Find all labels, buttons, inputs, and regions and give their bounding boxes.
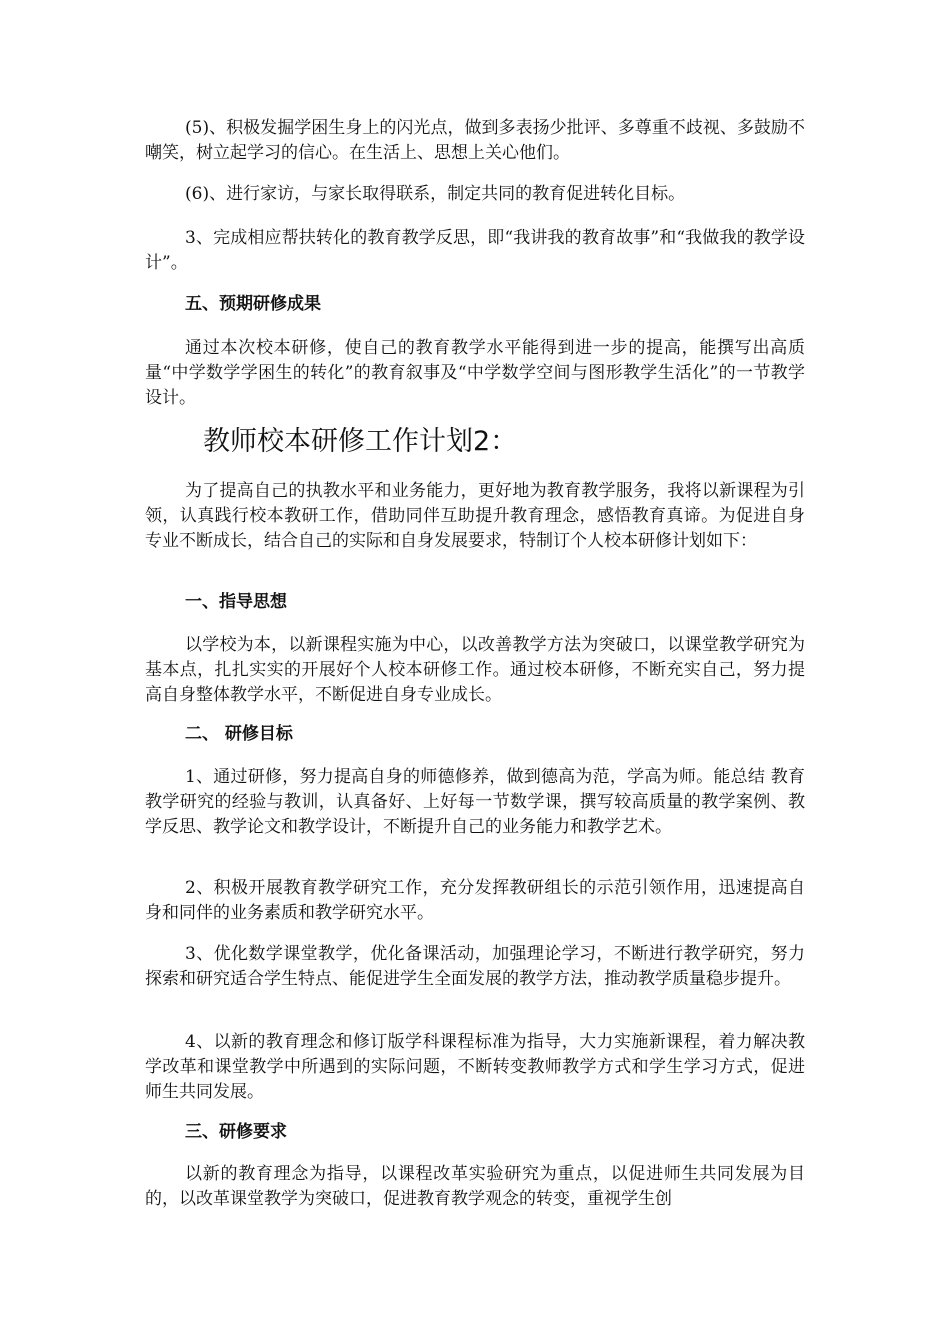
heading-research-goals: 二、 研修目标	[185, 724, 293, 744]
paragraph-goal-1: 1、通过研修，努力提高自身的师德修养，做到德高为范，学高为师。能总结 教育教学研究的经验与教训，认真备好、上好每一节数学课，撰写较高质量的教学案例、教学反思、教学论文和教学设计，不断提升自己的业务能力和教学艺术。	[145, 767, 805, 837]
paragraph-item-6: (6)、进行家访，与家长取得联系，制定共同的教育促进转化目标。	[185, 184, 686, 204]
paragraph-intro: 为了提高自己的执教水平和业务能力，更好地为教育教学服务，我将以新课程为引领，认真践行校本教研工作，借助同伴互助提升教育理念，感悟教育真谛。为促进自身专业不断成长，结合自己的实际和自身发展要求，特制订个人校本研修计划如下：	[145, 481, 805, 551]
paragraph-goal-2: 2、积极开展教育教学研究工作，充分发挥教研组长的示范引领作用，迅速提高自身和同伴的业务素质和教学研究水平。	[145, 878, 805, 923]
heading-expected-outcomes: 五、预期研修成果	[185, 294, 321, 314]
paragraph-goal-3: 3、优化数学课堂教学，优化备课活动，加强理论学习，不断进行教学研究，努力探索和研究适合学生特点、能促进学生全面发展的教学方法，推动教学质量稳步提升。	[145, 944, 805, 989]
paragraph-item-5: (5)、积极发掘学困生身上的闪光点，做到多表扬少批评、多尊重不歧视、多鼓励不嘲笑，树立起学习的信心。在生活上、思想上关心他们。	[145, 118, 805, 163]
paragraph-guiding-ideology: 以学校为本，以新课程实施为中心，以改善教学方法为突破口，以课堂教学研究为基本点，扎扎实实的开展好个人校本研修工作。通过校本研修，不断充实自己，努力提高自身整体教学水平，不断促进自身专业成长。	[145, 635, 805, 705]
heading-guiding-ideology: 一、指导思想	[185, 592, 287, 612]
paragraph-reflection: 3、完成相应帮扶转化的教育教学反思，即“我讲我的教育故事”和“我做我的教学设计”。	[145, 228, 805, 273]
paragraph-goal-4: 4、以新的教育理念和修订版学科课程标准为指导，大力实施新课程，着力解决教学改革和课堂教学中所遇到的实际问题，不断转变教师教学方式和学生学习方式，促进师生共同发展。	[145, 1032, 805, 1102]
paragraph-expected-outcomes: 通过本次校本研修，使自己的教育教学水平能得到进一步的提高，能撰写出高质量“中学数学学困生的转化”的教育叙事及“中学数学空间与图形教学生活化”的一节教学设计。	[145, 338, 805, 408]
paragraph-requirements: 以新的教育理念为指导，以课程改革实验研究为重点，以促进师生共同发展为目的，以改革课堂教学为突破口，促进教育教学观念的转变，重视学生创	[145, 1164, 805, 1209]
heading-research-requirements: 三、研修要求	[185, 1122, 287, 1142]
document-title-plan-2: 教师校本研修工作计划2：	[203, 426, 518, 457]
